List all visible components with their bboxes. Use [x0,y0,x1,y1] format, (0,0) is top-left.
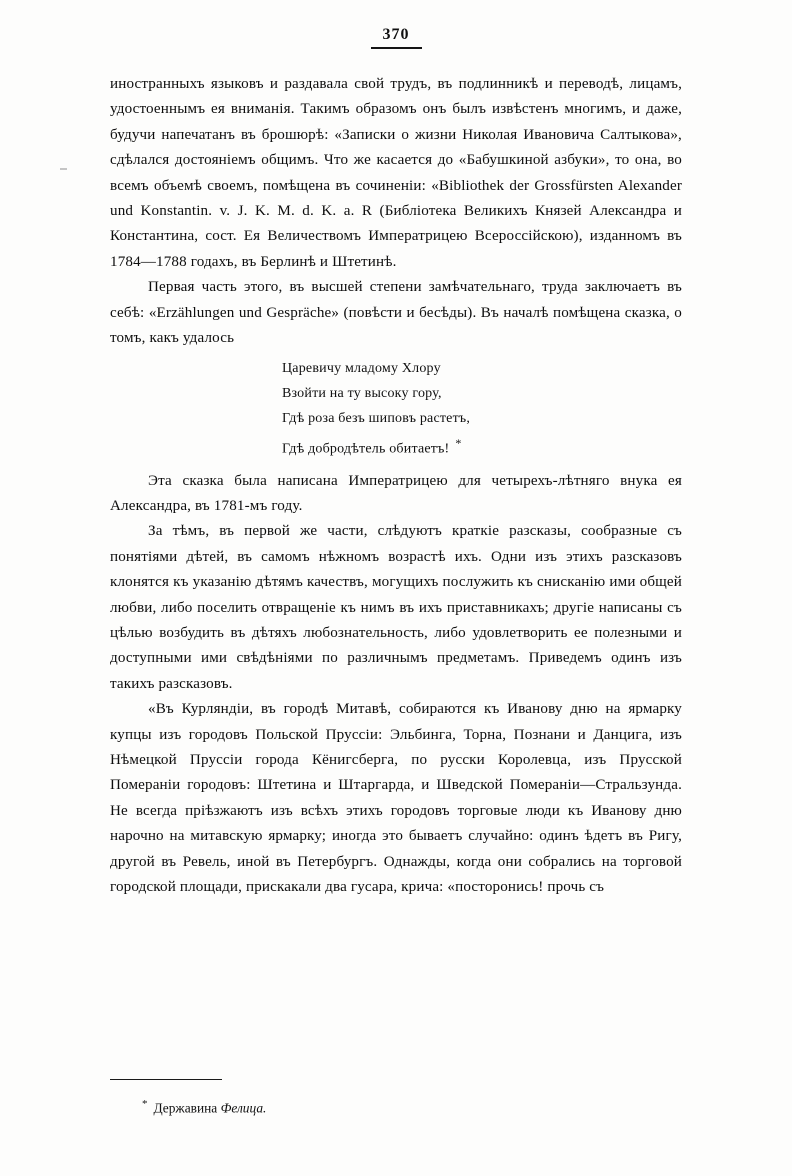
page-header [0,26,792,49]
verse-line-text: Гдѣ добродѣтель обитаетъ! [282,441,450,457]
paragraph-1: иностранныхъ языковъ и раздавала свой трудъ, въ подлинникѣ и переводѣ, лицамъ, удостоеннымъ ея вниманія. Такимъ образомъ онъ былъ извѣстенъ многимъ, и даже, будучи напечатанъ въ брошюрѣ: «Записки о жизни Николая Ивановича Салтыкова», сдѣлался достояніемъ общимъ. Что же касается до «Бабушкиной азбуки», то она, во всемъ объемѣ своемъ, помѣщена въ сочиненіи: «Bibliothek der Grossfürsten Alexander und Konstantin. v. J. K. M. d. K. a. R (Библіотека Великихъ Князей Александра и Константина, сост. Ея Величествомъ Императрицею Всероссійскою), изданномъ въ 1784—1788 годахъ, въ Берлинѣ и Штетинѣ. [110,76,682,270]
paragraph-5: «Въ Курляндіи, въ городѣ Митавѣ, собираются къ Иванову дню на ярмарку купцы изъ городовъ Польской Пруссіи: Эльбинга, Торна, Познани и Данцига, изъ Нѣмецкой Пруссіи города Кёнигсберга, по русски Королевца, изъ Прусской Помераніи городовъ: Штетина и Штаргарда, и Шведской Помераніи—Стральзунда. Не всегда пріѣзжаютъ изъ всѣхъ этихъ городовъ торговые люди къ Иванову дню нарочно на митавскую ярмарку; иногда это бываетъ случайно: одинъ ѣдетъ въ Ригу, другой въ Ревель, иной въ Петербургъ. Однажды, когда они собрались на торговой городской площади, прискакали два гусара, крича: «посторонись! прочь съ [110,701,682,895]
page-number: 370 [371,26,422,49]
verse-line: Гдѣ роза безъ шиповъ растетъ, [282,410,471,426]
footnote [110,1094,682,1118]
scan-artifact [60,168,67,170]
verse-line: Царевичу младому Хлору [282,361,441,377]
paragraph-4: За тѣмъ, въ первой же части, слѣдуютъ краткіе разсказы, сообразные съ понятіями дѣтей, въ самомъ нѣжномъ возрастѣ ихъ. Одни изъ этихъ разсказовъ клонятся къ указанію дѣтямъ качествъ, могущихъ послужить къ снисканію ими общей любви, либо поселить отвращеніе къ нимъ въ ихъ приставникахъ; другіе написаны съ цѣлью возбудить въ дѣтяхъ любознательность, либо удовлетворить ее полезными и доступными ими свѣдѣніями по различнымъ предметамъ. Приведемъ одинъ изъ такихъ разсказовъ. [110,523,682,692]
paragraph-3: Эта сказка была написана Императрицею для четырехъ-лѣтняго внука ея Александра, въ 1781-мъ году. [110,472,682,514]
verse-line [282,431,682,462]
page-body [110,72,682,900]
verse-block [110,357,682,462]
footnote-text: Державина [153,1100,221,1115]
paragraph-2: Первая часть этого, въ высшей степени замѣчательнаго, труда заключаетъ въ себѣ: «Erzählungen und Gespräche» (повѣсти и бесѣды). Въ началѣ помѣщена сказка, о томъ, какъ удалось [110,279,682,347]
footnote-divider [110,1079,222,1080]
verse-line: Взойти на ту высоку гору, [282,386,442,402]
footnote-marker: * [142,1097,148,1110]
footnote-marker-icon: * [455,436,462,451]
footnote-text-italic: Фелица. [220,1100,267,1115]
